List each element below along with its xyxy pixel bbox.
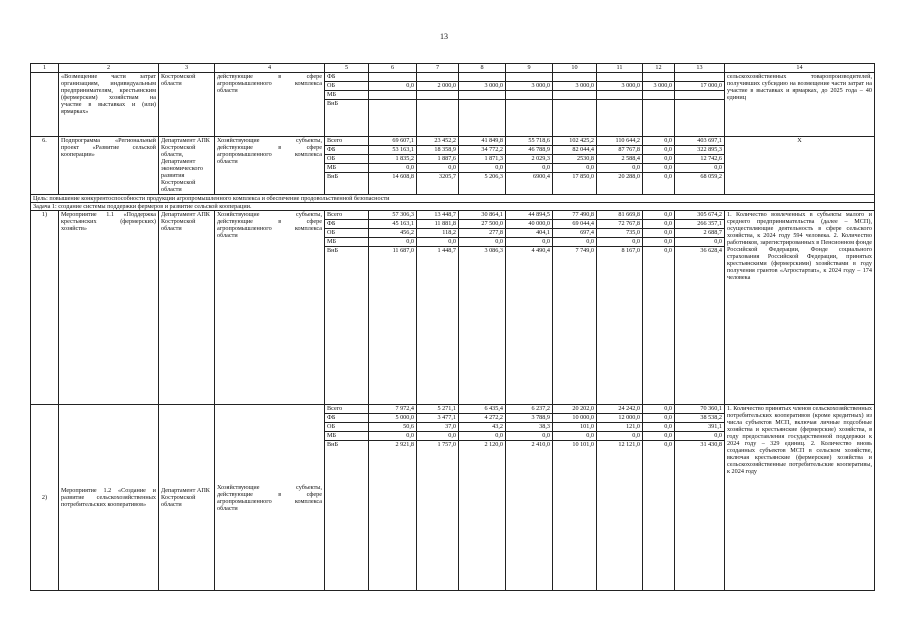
value-cell: 41 849,8	[459, 137, 506, 146]
column-header: 9	[506, 64, 553, 73]
measure-name: Мероприятие 1.1 «Поддержка крестьянских (фермерских) хозяйств»	[59, 211, 159, 405]
value-cell: 6900,4	[506, 173, 553, 195]
value-cell	[643, 100, 675, 137]
value-cell: 0,0	[643, 164, 675, 173]
funding-source: Всего	[325, 405, 369, 414]
executor: Департамент АПК Костромской области	[159, 405, 215, 591]
value-cell: 5 271,1	[417, 405, 459, 414]
funding-source: ВнБ	[325, 173, 369, 195]
value-cell: 0,0	[675, 432, 725, 441]
value-cell: 0,0	[553, 164, 597, 173]
value-cell	[553, 91, 597, 100]
executor: Костромской области	[159, 73, 215, 137]
value-cell: 1 887,6	[417, 155, 459, 164]
value-cell: 456,2	[369, 229, 417, 238]
task-row	[31, 203, 875, 211]
value-cell: 0,0	[643, 405, 675, 414]
value-cell	[417, 100, 459, 137]
value-cell: 0,0	[459, 164, 506, 173]
header-row	[31, 64, 875, 73]
value-cell: 2 921,8	[369, 441, 417, 591]
value-cell: 0,0	[643, 423, 675, 432]
value-cell: 2 588,4	[597, 155, 643, 164]
value-cell	[417, 91, 459, 100]
goal-row-text: Цель: повышение конкурентоспособности продукции агропромышленного комплекса и обеспечение продовольственной безопасности	[31, 195, 875, 203]
value-cell: 4 272,2	[459, 414, 506, 423]
value-cell: 17 000,0	[675, 82, 725, 91]
value-cell: 0,0	[417, 238, 459, 247]
funding-source: ВнБ	[325, 100, 369, 137]
value-cell	[459, 73, 506, 82]
value-cell: 0,0	[597, 238, 643, 247]
task-row-text: Задача 1: создание системы поддержки фермеров и развитие сельской кооперации.	[31, 203, 875, 211]
row-number: 2)	[31, 405, 59, 591]
value-cell: 0,0	[597, 164, 643, 173]
funding-source: ОБ	[325, 423, 369, 432]
value-cell: 2 688,7	[675, 229, 725, 238]
value-cell: 0,0	[459, 238, 506, 247]
value-cell: 3 000,0	[506, 82, 553, 91]
column-header: 14	[725, 64, 875, 73]
value-cell: 0,0	[643, 414, 675, 423]
value-cell	[369, 91, 417, 100]
value-cell: 322 895,3	[675, 146, 725, 155]
executor: Департамент АПК Костромской области	[159, 211, 215, 405]
value-cell	[417, 73, 459, 82]
page-number: 13	[440, 32, 448, 41]
participants: Хозяйствующие субъекты, действующие в сфере агропромышленного комплекса области	[215, 137, 325, 195]
row-number: 1)	[31, 211, 59, 405]
funding-source: ФБ	[325, 220, 369, 229]
value-cell: 70 360,1	[675, 405, 725, 414]
funding-source: МБ	[325, 91, 369, 100]
value-cell: 277,8	[459, 229, 506, 238]
value-cell: 403 697,1	[675, 137, 725, 146]
column-header: 12	[643, 64, 675, 73]
value-cell	[643, 91, 675, 100]
value-cell: 17 850,0	[553, 173, 597, 195]
value-cell: 45 163,1	[369, 220, 417, 229]
value-cell: 12 121,0	[597, 441, 643, 591]
table-row	[31, 211, 875, 220]
value-cell: 0,0	[553, 432, 597, 441]
column-header: 5	[325, 64, 369, 73]
value-cell: 4 490,4	[506, 247, 553, 405]
value-cell: 87 767,8	[597, 146, 643, 155]
value-cell: 38 538,2	[675, 414, 725, 423]
value-cell: 0,0	[597, 432, 643, 441]
value-cell	[597, 91, 643, 100]
goal-row	[31, 195, 875, 203]
value-cell: 305 674,2	[675, 211, 725, 220]
value-cell: 7 972,4	[369, 405, 417, 414]
value-cell: 3 000,0	[553, 82, 597, 91]
measure-name: Мероприятие 1.2 «Создание и развитие сельскохозяйственных потребительских кооперативов»	[59, 405, 159, 591]
budget-table	[30, 63, 875, 591]
value-cell: 3 086,3	[459, 247, 506, 405]
funding-source: МБ	[325, 164, 369, 173]
value-cell: 77 490,8	[553, 211, 597, 220]
value-cell: 27 500,0	[459, 220, 506, 229]
value-cell: 0,0	[643, 173, 675, 195]
value-cell	[506, 73, 553, 82]
value-cell: 50,6	[369, 423, 417, 432]
funding-source: ФБ	[325, 146, 369, 155]
value-cell: 20 288,0	[597, 173, 643, 195]
value-cell: 0,0	[643, 432, 675, 441]
expected-result: 1. Количество вовлеченных в субъекты малого и среднего предпринимательства (далее – МСП), осуществляющие деятельность в сфере сельского хозяйства, к 2024 году 594 человека. 2. Количество работников, зарегистрированных в Пенсионном фонде Российской Федерации, Фонде социального страхования Российской Федерации, принятых крестьянскими (фермерскими) хозяйствами в году получения грантов «Агростартап», к 2024 году – 174 человека	[725, 211, 875, 405]
participants: Хозяйствующие субъекты, действующие в сфере агропромышленного комплекса области	[215, 211, 325, 405]
value-cell: 3205,7	[417, 173, 459, 195]
value-cell: 3 000,0	[459, 82, 506, 91]
funding-source: МБ	[325, 432, 369, 441]
value-cell: 0,0	[643, 238, 675, 247]
value-cell: 55 718,6	[506, 137, 553, 146]
value-cell: 36 628,4	[675, 247, 725, 405]
value-cell	[675, 100, 725, 137]
column-header: 13	[675, 64, 725, 73]
value-cell: 0,0	[417, 432, 459, 441]
value-cell: 23 452,2	[417, 137, 459, 146]
value-cell: 0,0	[369, 238, 417, 247]
funding-source: ВнБ	[325, 247, 369, 405]
value-cell: 2 000,0	[417, 82, 459, 91]
value-cell: 43,2	[459, 423, 506, 432]
value-cell: 37,0	[417, 423, 459, 432]
table-row	[31, 405, 875, 414]
column-header: 7	[417, 64, 459, 73]
funding-source: ОБ	[325, 82, 369, 91]
funding-source: ОБ	[325, 155, 369, 164]
value-cell: 10 000,0	[553, 414, 597, 423]
value-cell: 81 669,8	[597, 211, 643, 220]
value-cell: 20 202,0	[553, 405, 597, 414]
value-cell	[597, 73, 643, 82]
value-cell	[459, 100, 506, 137]
value-cell: 31 430,8	[675, 441, 725, 591]
column-header: 11	[597, 64, 643, 73]
value-cell: 24 242,0	[597, 405, 643, 414]
value-cell: 0,0	[506, 164, 553, 173]
value-cell: 0,0	[643, 247, 675, 405]
value-cell: 69 044,4	[553, 220, 597, 229]
value-cell	[675, 91, 725, 100]
value-cell: 0,0	[643, 441, 675, 591]
column-header: 6	[369, 64, 417, 73]
value-cell: 46 788,9	[506, 146, 553, 155]
value-cell: 10 101,0	[553, 441, 597, 591]
value-cell: 0,0	[506, 432, 553, 441]
expected-result: X	[725, 137, 875, 195]
funding-source: Всего	[325, 137, 369, 146]
table-row	[31, 137, 875, 146]
value-cell: 3 477,1	[417, 414, 459, 423]
value-cell: 5 000,0	[369, 414, 417, 423]
value-cell: 11 881,8	[417, 220, 459, 229]
value-cell: 110 644,2	[597, 137, 643, 146]
measure-name: «Возмещение части затрат организациям, индивидуальным предпринимателям, крестьянским (фермерским) хозяйствам на участие в выставках и (или) ярмарках»	[59, 73, 159, 137]
value-cell: 0,0	[553, 238, 597, 247]
value-cell: 69 607,1	[369, 137, 417, 146]
value-cell: 1 448,7	[417, 247, 459, 405]
value-cell	[553, 73, 597, 82]
value-cell: 40 000,0	[506, 220, 553, 229]
value-cell: 0,0	[417, 164, 459, 173]
value-cell: 7 749,0	[553, 247, 597, 405]
value-cell: 0,0	[643, 220, 675, 229]
measure-name: Подпрограмма «Региональный проект «Развитие сельской кооперации»	[59, 137, 159, 195]
row-number: 6.	[31, 137, 59, 195]
value-cell: 8 167,0	[597, 247, 643, 405]
funding-source: ФБ	[325, 73, 369, 82]
value-cell: 12 742,6	[675, 155, 725, 164]
value-cell: 0,0	[643, 146, 675, 155]
value-cell: 72 767,8	[597, 220, 643, 229]
value-cell: 1 871,3	[459, 155, 506, 164]
funding-source: МБ	[325, 238, 369, 247]
value-cell: 0,0	[459, 432, 506, 441]
column-header: 4	[215, 64, 325, 73]
value-cell: 101,0	[553, 423, 597, 432]
value-cell: 0,0	[643, 229, 675, 238]
column-header: 8	[459, 64, 506, 73]
value-cell: 14 608,8	[369, 173, 417, 195]
value-cell: 2 029,3	[506, 155, 553, 164]
value-cell: 3 000,0	[643, 82, 675, 91]
value-cell: 44 894,5	[506, 211, 553, 220]
value-cell: 391,1	[675, 423, 725, 432]
value-cell: 68 059,2	[675, 173, 725, 195]
value-cell: 1 757,0	[417, 441, 459, 591]
value-cell: 53 163,1	[369, 146, 417, 155]
funding-source: Всего	[325, 211, 369, 220]
value-cell: 57 306,3	[369, 211, 417, 220]
value-cell	[506, 91, 553, 100]
value-cell: 2 120,0	[459, 441, 506, 591]
value-cell: 121,0	[597, 423, 643, 432]
value-cell: 0,0	[643, 155, 675, 164]
funding-source: ВнБ	[325, 441, 369, 591]
table-row	[31, 73, 875, 82]
value-cell: 2530,8	[553, 155, 597, 164]
value-cell: 0,0	[643, 137, 675, 146]
funding-source: ОБ	[325, 229, 369, 238]
value-cell	[506, 100, 553, 137]
value-cell: 0,0	[506, 238, 553, 247]
column-header: 10	[553, 64, 597, 73]
value-cell	[459, 91, 506, 100]
value-cell: 82 044,4	[553, 146, 597, 155]
funding-source: ФБ	[325, 414, 369, 423]
value-cell: 404,1	[506, 229, 553, 238]
value-cell: 12 000,0	[597, 414, 643, 423]
column-header: 3	[159, 64, 215, 73]
value-cell: 0,0	[369, 432, 417, 441]
value-cell: 5 206,3	[459, 173, 506, 195]
value-cell: 0,0	[369, 164, 417, 173]
value-cell	[369, 100, 417, 137]
value-cell: 6 435,4	[459, 405, 506, 414]
participants: Хозяйствующие субъекты, действующие в сфере агропромышленного комплекса области	[215, 405, 325, 591]
value-cell: 0,0	[675, 238, 725, 247]
participants: действующие в сфере агропромышленного комплекса области	[215, 73, 325, 137]
value-cell: 118,2	[417, 229, 459, 238]
value-cell	[643, 73, 675, 82]
value-cell: 13 448,7	[417, 211, 459, 220]
value-cell: 34 772,2	[459, 146, 506, 155]
value-cell: 11 687,0	[369, 247, 417, 405]
value-cell: 102 425,2	[553, 137, 597, 146]
value-cell	[597, 100, 643, 137]
value-cell: 1 835,2	[369, 155, 417, 164]
value-cell: 0,0	[643, 211, 675, 220]
value-cell: 38,3	[506, 423, 553, 432]
value-cell: 6 237,2	[506, 405, 553, 414]
value-cell: 0,0	[369, 82, 417, 91]
expected-result: 1. Количество принятых членов сельскохозяйственных потребительских кооперативов (кроме кредитных) из числа субъектов МСП, включая личные подсобные хозяйства и крестьянские (фермерские) хозяйства, в году предоставления государственной поддержки к 2024 году – 329 единиц. 2. Количество вновь созданных субъектов МСП в сельском хозяйстве, включая крестьянские (фермерские) хозяйства и сельскохозяйственные потребительские кооперативы, к 2024 году	[725, 405, 875, 591]
value-cell: 30 864,1	[459, 211, 506, 220]
value-cell: 3 788,9	[506, 414, 553, 423]
expected-result: сельскохозяйственных товаропроизводителей, получивших субсидию на возмещение части затрат на участие в выставках и ярмарках, до 2025 года – 40 единиц	[725, 73, 875, 137]
value-cell	[553, 100, 597, 137]
value-cell	[675, 73, 725, 82]
row-number	[31, 73, 59, 137]
value-cell: 18 358,9	[417, 146, 459, 155]
value-cell: 2 410,0	[506, 441, 553, 591]
value-cell: 3 000,0	[597, 82, 643, 91]
column-header: 1	[31, 64, 59, 73]
value-cell: 0,0	[675, 164, 725, 173]
column-header: 2	[59, 64, 159, 73]
value-cell	[369, 73, 417, 82]
value-cell: 266 357,1	[675, 220, 725, 229]
executor: Департамент АПК Костромской области, Департамент экономического развития Костромской области	[159, 137, 215, 195]
value-cell: 735,0	[597, 229, 643, 238]
value-cell: 697,4	[553, 229, 597, 238]
